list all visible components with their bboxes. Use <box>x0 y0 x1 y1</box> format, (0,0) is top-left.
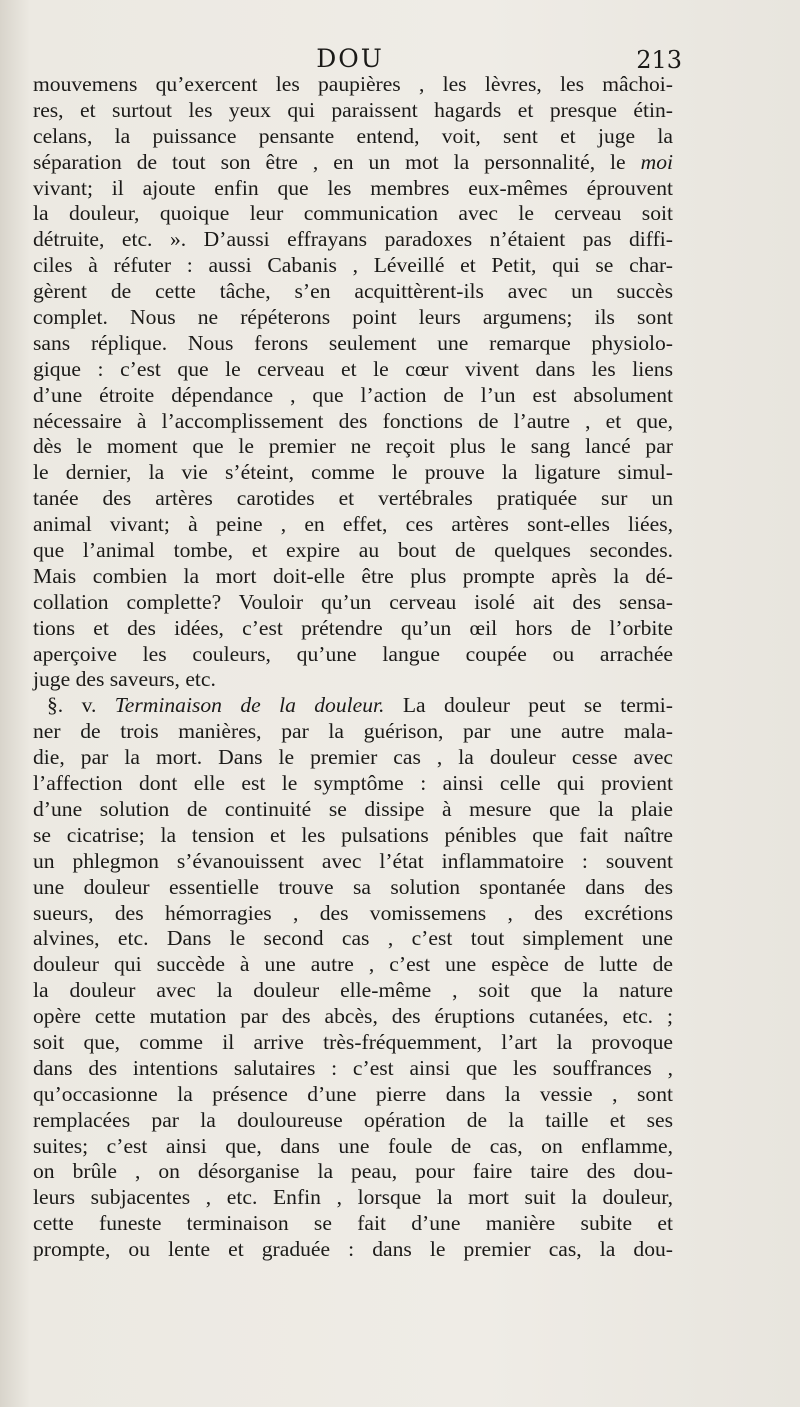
text-line: la douleur, quoique leur communication avec le cerveau soit <box>33 201 673 226</box>
text-line: la douleur avec la douleur elle-même , soit que la nature <box>33 978 673 1003</box>
text-line: détruite, etc. ». D’aussi effrayans paradoxes n’étaient pas diffi- <box>33 227 673 252</box>
text-line: vivant; il ajoute enfin que les membres eux-mêmes éprouvent <box>33 175 673 200</box>
text-line: remplacées par la douloureuse opération de la taille et ses <box>33 1107 673 1132</box>
text-line: sueurs, des hémorragies , des vomissemens , des excrétions <box>33 900 673 925</box>
text-line: tanée des artères carotides et vertébrales pratiquée sur un <box>33 486 673 511</box>
text-line: collation complette? Vouloir qu’un cerveau isolé ait des sensa- <box>33 589 673 614</box>
text-line: suites; c’est ainsi que, dans une foule de cas, on enflamme, <box>33 1133 673 1158</box>
text-line: dans des intentions salutaires : c’est ainsi que les souffrances , <box>33 1055 673 1080</box>
text-line: gèrent de cette tâche, s’en acquittèrent-ils avec un succès <box>33 279 673 304</box>
text-line: soit que, comme il arrive très-fréquemment, l’art la provoque <box>33 1029 673 1054</box>
text-line: ner de trois manières, par la guérison, par une autre mala- <box>33 719 673 744</box>
text-line: que l’animal tombe, et expire au bout de quelques secondes. <box>33 538 673 563</box>
text-line: alvines, etc. Dans le second cas , c’est tout simplement une <box>33 926 673 951</box>
text-line: animal vivant; à peine , en effet, ces artères sont-elles liées, <box>33 512 673 537</box>
text-line: nécessaire à l’accomplissement des fonctions de l’autre , et que, <box>33 408 673 433</box>
text-line: gique : c’est que le cerveau et le cœur vivent dans les liens <box>33 356 673 381</box>
running-head: DOU <box>316 44 384 73</box>
text-line: complet. Nous ne répéterons point leurs argumens; ils sont <box>33 305 673 330</box>
text-line: Mais combien la mort doit-elle être plus prompte après la dé- <box>33 563 673 588</box>
text-line: d’une solution de continuité se dissipe à mesure que la plaie <box>33 796 673 821</box>
text-line: séparation de tout son être , en un mot la personnalité, le moi <box>33 149 673 174</box>
page-number: 213 <box>636 46 682 74</box>
text-line: une douleur essentielle trouve sa solution spontanée dans des <box>33 874 673 899</box>
text-line: tions et des idées, c’est prétendre qu’un œil hors de l’orbite <box>33 615 673 640</box>
text-line: sans réplique. Nous ferons seulement une remarque physiolo- <box>33 330 673 355</box>
text-line: res, et surtout les yeux qui paraissent hagards et presque étin- <box>33 97 673 122</box>
text-line: celans, la puissance pensante entend, voit, sent et juge la <box>33 123 673 148</box>
text-line: mouvemens qu’exercent les paupières , les lèvres, les mâchoi- <box>33 72 673 96</box>
text-line: opère cette mutation par des abcès, des éruptions cutanées, etc. ; <box>33 1004 673 1029</box>
text-line: die, par la mort. Dans le premier cas , la douleur cesse avec <box>33 745 673 770</box>
text-line: l’affection dont elle est le symptôme : ainsi celle qui provient <box>33 771 673 796</box>
text-line: douleur qui succède à une autre , c’est une espèce de lutte de <box>33 952 673 977</box>
body-text <box>33 72 673 1263</box>
text-line: d’une étroite dépendance , que l’action de l’un est absolument <box>33 382 673 407</box>
text-line: dès le moment que le premier ne reçoit plus le sang lancé par <box>33 434 673 459</box>
text-line: on brûle , on désorganise la peau, pour faire taire des dou- <box>33 1159 673 1184</box>
text-line: ciles à réfuter : aussi Cabanis , Léveillé et Petit, qui se char- <box>33 253 673 278</box>
text-line: qu’occasionne la présence d’une pierre dans la vessie , sont <box>33 1081 673 1106</box>
text-line: un phlegmon s’évanouissent avec l’état inflammatoire : souvent <box>33 848 673 873</box>
text-line: aperçoive les couleurs, qu’une langue coupée ou arrachée <box>33 641 673 666</box>
text-line: leurs subjacentes , etc. Enfin , lorsque la mort suit la douleur, <box>33 1185 673 1210</box>
section-heading-line: §. v. Terminaison de la douleur. La douleur peut se termi- <box>47 693 673 718</box>
text-line: prompte, ou lente et graduée : dans le premier cas, la dou- <box>33 1237 673 1262</box>
text-line: le dernier, la vie s’éteint, comme le prouve la ligature simul- <box>33 460 673 485</box>
text-line: se cicatrise; la tension et les pulsations pénibles que fait naître <box>33 822 673 847</box>
text-line: juge des saveurs, etc. <box>33 667 216 692</box>
text-line: cette funeste terminaison se fait d’une manière subite et <box>33 1211 673 1236</box>
